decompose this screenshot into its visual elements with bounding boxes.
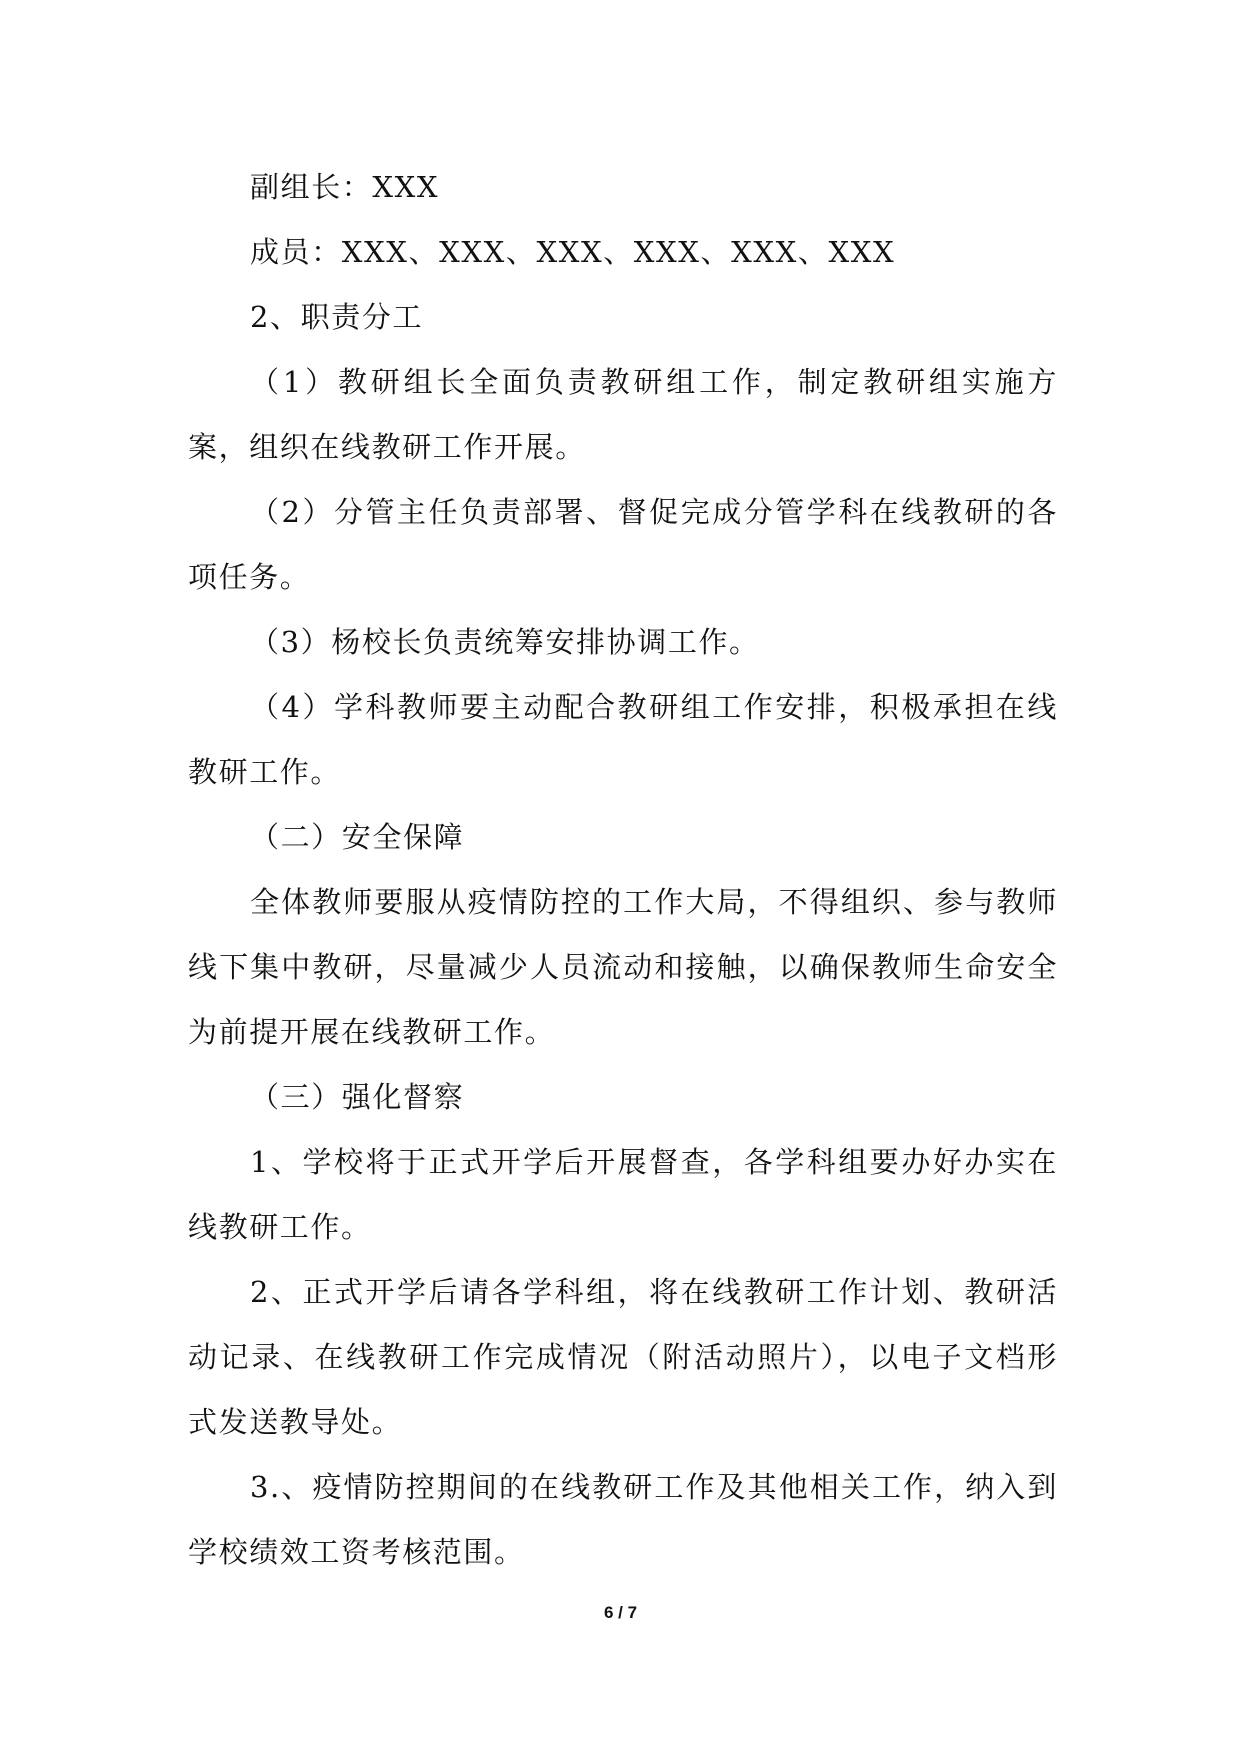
paragraph-duty-2: （2）分管主任负责部署、督促完成分管学科在线教研的各项任务。: [188, 495, 1058, 594]
section-heading-safety: （二）安全保障: [250, 820, 465, 854]
page-number: 6 / 7: [603, 1603, 638, 1622]
paragraph-duty-3: （3）杨校长负责统筹安排协调工作。: [250, 625, 760, 659]
paragraph-supervision-1: 1、学校将于正式开学后开展督查，各学科组要办好办实在线教研工作。: [188, 1145, 1058, 1244]
paragraph-members: 成员：XXX、XXX、XXX、XXX、XXX、XXX: [250, 235, 896, 269]
paragraph-responsibility-heading: 2、职责分工: [250, 300, 424, 334]
paragraph-safety: 全体教师要服从疫情防控的工作大局，不得组织、参与教师线下集中教研，尽量减少人员流动和接触，以确保教师生命安全为前提开展在线教研工作。: [188, 885, 1058, 1049]
paragraph-duty-1: （1）教研组长全面负责教研组工作，制定教研组实施方案，组织在线教研工作开展。: [188, 365, 1058, 464]
document-body: [188, 155, 1058, 1585]
paragraph-duty-4: （4）学科教师要主动配合教研组工作安排，积极承担在线教研工作。: [188, 690, 1058, 789]
paragraph-deputy-leader: 副组长：XXX: [250, 170, 440, 204]
paragraph-supervision-3: 3.、疫情防控期间的在线教研工作及其他相关工作，纳入到学校绩效工资考核范围。: [188, 1470, 1058, 1569]
paragraph-supervision-2: 2、正式开学后请各学科组，将在线教研工作计划、教研活动记录、在线教研工作完成情况（附活动照片），以电子文档形式发送教导处。: [188, 1275, 1058, 1439]
section-heading-supervision: （三）强化督察: [250, 1080, 465, 1114]
